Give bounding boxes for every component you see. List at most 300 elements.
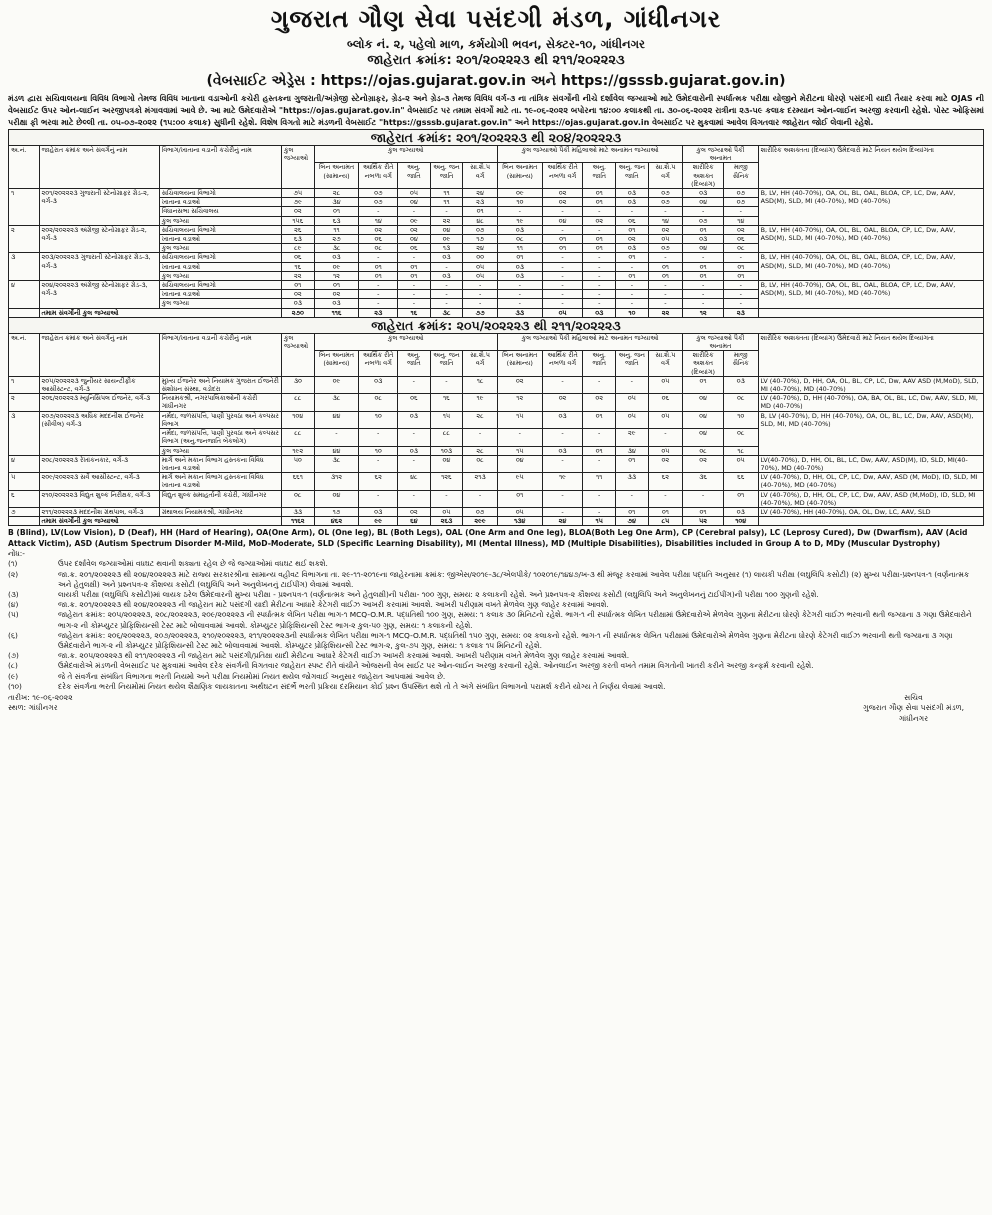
table-row (9, 490, 984, 507)
row-value: ૦૨ (583, 216, 616, 225)
row-value: - (497, 207, 542, 216)
row-value: ૨૨ (430, 216, 463, 225)
row-value: ૦૨ (398, 507, 431, 516)
note-number: (૨) (8, 569, 19, 579)
column-header-sc: અનુ. જાતિ (398, 163, 431, 189)
row-department: ખાતાના વડાઓ (159, 198, 281, 207)
row-value: - (724, 299, 759, 308)
total-value: ૨૭૦ (281, 308, 314, 317)
row-value: - (430, 490, 463, 507)
row-value: ૦૧ (497, 253, 542, 262)
column-header-disability-types: શારીરિક અશક્તતા (દિવ્યાંગ) ઉમેદવારો માટે નિયત થયેલ દિવ્યાંગતા (758, 333, 983, 376)
row-value: ૦૮ (497, 235, 542, 244)
row-value: - (463, 429, 498, 446)
row-value: ૦૫ (463, 271, 498, 280)
note-item (8, 661, 984, 671)
row-value: - (398, 281, 431, 290)
note-text: જા.ક્ર. ૨૦૧/૨૦૨૨૨૩ થી ૨૦૪/૨૦૨૨૨૩ માટે રાજ્ય સરકારશ્રીના સામાન્ય વહીવટ વિભાગના તા. ૨૯-૧૧-૨૦૧૯ના જાહેરનામા ક્રમાંક: જીએસ/૨૦૧૯-૩૮/એલપીકે/ ૧૦૨૦૧૯/૧૪૪૭/ખ-૩ થી મંજૂર કરવામાં આવેલ પરીક્ષા પદ્ધતિ અનુસાર (૧) લાયકી પરીક્ષા (લઘુલિપિ કસોટી) (૨) મુખ્ય પરીક્ષા-પ્રશ્નપત્ર-૧ (વર્ણનાત્મક અને હેતુલક્ષી) અને પ્રશ્નપત્ર-૨ કૌશલ્ય કસોટી (લઘુલિપિ અને અનુલેખનનું ટાઈપીંગ) લેવામાં આવશે. (58, 569, 970, 589)
row-value: ૧૩ (430, 244, 463, 253)
table-row (9, 281, 984, 290)
row-value: ૧૧ (497, 244, 542, 253)
row-value: ૦૫ (463, 262, 498, 271)
row-value: ૦૩ (497, 262, 542, 271)
row-department: માર્ગ અને મકાન વિભાગ હસ્તકના વિવિધ ખાતાના વડાઓ (159, 455, 281, 472)
row-value: ૦૪ (430, 225, 463, 234)
row-cadre: ૨૦૫/૨૦૨૨૨૩ જુનીયર સાયન્ટીફીક આસીસ્ટન્ટ, વર્ગ-૩ (39, 376, 159, 393)
row-value: ૧૫ (430, 411, 463, 428)
row-value: - (648, 429, 683, 446)
note-number: (૩) (8, 589, 19, 599)
row-value: ૦૩ (359, 507, 398, 516)
row-value: ૧૬ (281, 262, 314, 271)
column-header-total: કુલ જગ્યાઓ (281, 333, 314, 376)
row-value: ૩૩ (615, 473, 648, 490)
row-cadre: ૨૦૪/૨૦૨૨૨૩ અંગ્રેજી સ્ટેનોગ્રાફર ગ્રેડ-૩, વર્ગ-૩ (39, 281, 159, 309)
row-value: - (542, 281, 583, 290)
advertisement-range: જાહેરાત ક્રમાંક: ૨૦૧/૨૦૨૨૨૩ થી ૨૧૧/૨૦૨૨૨૩ (367, 53, 625, 68)
note-number: (૮) (8, 661, 18, 671)
signatory-city: ગાંધીનગર (898, 713, 929, 723)
row-value: ૦૫ (723, 455, 758, 472)
table-title: જાહેરાત ક્રમાંક: ૨૦૧/૨૦૨૨૨૩ થી ૨૦૪/૨૦૨૨૨૩ (9, 130, 984, 146)
column-header-ews: આર્થિક રીતે નબળા વર્ગ (359, 163, 398, 189)
total-value: ૯૯ (359, 517, 398, 526)
column-header-st: અનુ. જન જાતિ (430, 351, 463, 377)
row-value: ૦૧ (683, 507, 724, 516)
row-value: ૦૩ (430, 271, 463, 280)
row-value: ૧૦૪ (281, 411, 314, 428)
row-department: સચિવાલયના વિભાગો (159, 281, 281, 290)
row-disability: B, LV, HH (40-70%), OA, OL, BL, OAL, BLOA, CP, LC, Dw, AAV, ASD(M), SLD, MI (40-70%), MD (40-70%) (758, 225, 983, 253)
row-value: - (683, 490, 724, 507)
row-disability: LV (40-70%), D, HH, OL, CP, LC, Dw, AAV, ASD (M, MoD), ID, SLD, MI (40-70%), MD (40-70%) (758, 473, 983, 490)
row-value: ૦૧ (648, 271, 683, 280)
total-value: ૭૪ (615, 517, 648, 526)
row-value: ૦૫ (615, 394, 648, 411)
row-value: - (463, 281, 498, 290)
row-value: ૦૪ (314, 490, 359, 507)
row-value: - (542, 507, 583, 516)
row-value: ૦૭ (683, 216, 724, 225)
row-cadre: ૨૦૨/૨૦૨૨૨૩ અંગ્રેજી સ્ટેનોગ્રાફર ગ્રેડ-૨, વર્ગ-૩ (39, 225, 159, 253)
row-value: ૦૮ (359, 394, 398, 411)
column-header-sebc: સા.શૈ.પ વર્ગ (648, 163, 683, 189)
row-value: - (359, 490, 398, 507)
row-value: ૦૩ (723, 376, 758, 393)
row-value: - (497, 290, 542, 299)
row-value: ૦૧ (398, 262, 431, 271)
table-row (9, 411, 984, 428)
note-number: (૧૦) (8, 681, 22, 691)
note-item (8, 651, 984, 661)
column-header-total-posts: કુલ જગ્યાઓ (314, 333, 497, 350)
row-value: ૦૩ (683, 235, 724, 244)
table-row (9, 394, 984, 411)
row-department: નર્મદા, જળસંપત્તિ, પાણી પુરવઠા અને કલ્પસર વિભાગ (અનુ.જનજાતિ બેકલોગ) (159, 429, 281, 446)
row-value: - (724, 281, 759, 290)
row-department: માર્ગ અને મકાન વિભાગ હસ્તકના વિવિધ ખાતાના વડાઓ (159, 473, 281, 490)
note-number: (૫) (8, 610, 19, 620)
footer (8, 693, 984, 725)
board-title: ગુજરાત ગૌણ સેવા પસંદગી મંડળ, ગાંધીનગર (270, 5, 722, 33)
row-value: - (359, 290, 398, 299)
notes-section (8, 549, 984, 692)
row-value: ૦૦ (463, 253, 498, 262)
row-value: ૦૬ (398, 244, 431, 253)
column-header-exs: માજી સૈનિક (723, 351, 758, 377)
total-value: ૧૦૪ (723, 517, 758, 526)
row-value: ૦૮ (683, 446, 724, 455)
row-value: ૮૮ (281, 429, 314, 446)
row-value: ૦૩ (497, 271, 542, 280)
table-row (9, 225, 984, 234)
row-value: - (583, 281, 616, 290)
note-number: (૬) (8, 630, 18, 640)
note-item (8, 590, 984, 600)
row-value: ૮૮ (430, 429, 463, 446)
row-value: ૦૮ (723, 394, 758, 411)
row-value: ૦૨ (542, 189, 583, 198)
row-value: ૦૭ (359, 198, 398, 207)
row-value: ૪૪ (314, 411, 359, 428)
row-value: ૦૮ (463, 455, 498, 472)
row-value: ૧૧ (314, 225, 359, 234)
total-value: ૧૨ (683, 308, 724, 317)
row-department: ખાતાના વડાઓ (159, 262, 281, 271)
total-value: ૩૩ (497, 308, 542, 317)
row-value: ૦૩ (314, 253, 359, 262)
row-value: - (616, 299, 649, 308)
total-value: ૮૫ (648, 517, 683, 526)
row-value: ૭૫ (281, 189, 314, 198)
row-value: - (463, 290, 498, 299)
note-text: દરેક સંવર્ગના ભરતી નિયમોમાં નિયત થયેલ શૈક્ષણિક લાયકાતના અર્થઘટન સંદર્ભે ભરતી પ્રક્રિયા દરમિયાન કોઈ પ્રશ્ન ઉપસ્થિત થશે તો તે અંગે સંબંધિત વિભાગનો પરામર્શ કરીને યોગ્ય તે નિર્ણય લેવામાં આવશે. (58, 681, 666, 691)
row-value: ૦૪ (398, 198, 431, 207)
row-value: ૦૩ (430, 253, 463, 262)
row-value: ૧૮ (723, 446, 758, 455)
total-value: ૧૫ (583, 517, 616, 526)
row-value: ૩૪ (314, 198, 359, 207)
row-value: ૦૩ (314, 299, 359, 308)
total-value: ૧૬ (398, 308, 431, 317)
row-value: ૩૬ (683, 473, 724, 490)
total-value: ૧૧૬ (314, 308, 359, 317)
row-value: ૦૧ (615, 455, 648, 472)
row-value: - (398, 290, 431, 299)
row-value: ૨૮ (463, 411, 498, 428)
note-number: (૧) (8, 559, 18, 569)
row-value: ૭૯ (281, 198, 314, 207)
row-department: સચિવાલયના વિભાગો (159, 189, 281, 198)
row-value: ૧૨ (314, 271, 359, 280)
row-disability: LV (40-70%), D, HH, OL, CP, LC, Dw, AAV, ASD (M,MoD), ID, SLD, MI (40-70%), MD (40-70%) (758, 490, 983, 507)
row-value: - (398, 490, 431, 507)
table-row (9, 507, 984, 516)
row-value: - (430, 290, 463, 299)
row-value: ૩૪ (615, 446, 648, 455)
row-value: - (616, 207, 649, 216)
row-value: ૦૧ (542, 244, 583, 253)
note-text: જાહેરાત ક્રમાંક: ૨૦૬/૨૦૨૨૨૩, ૨૦૭/૨૦૨૨૨૩, ૨૧૦/૨૦૨૨૨૩, ૨૧૧/૨૦૨૨૨૩ની સ્પર્ધાત્મક લેખિત પરીક્ષા ભાગ-૧ MCQ-O.M.R. પદ્ધતિથી ૧૫૦ ગુણ, સમય: ૦૨ કલાકનો રહેશે. ભાગ-૧ ની સ્પર્ધાત્મક લેખિત પરીક્ષામાં ઉમેદવારોએ મેળવેલ ગુણના મેરીટના ધોરણે કેટેગરી વાઈઝ ભરવાની થતી જગ્યાના ૩ ગણા ઉમેદવારોને ભાગ-૨ ની કોમ્પ્યુટર પ્રોફિશિયન્સી ટેસ્ટ માટે બોલાવવામાં આવશે. કોમ્પ્યુટર પ્રોફિશિયન્સી ટેસ્ટ ભાગ-૨, કુલ-૭૫ ગુણ, સમય: ૧ કલાક ૧૫ મિનિટની રહેશે. (58, 630, 953, 650)
column-header-sebc: સા.શૈ.પ વર્ગ (463, 163, 498, 189)
row-value: - (683, 253, 724, 262)
row-value: ૦૧ (314, 281, 359, 290)
row-value: ૦૩ (497, 225, 542, 234)
note-text: જા.ક્ર. ૨૦૫/૨૦૨૨૨૩ થી ૨૧૧/૨૦૨૨૨૩ ની જાહેરાત માટે પસંદગી/પ્રતિક્ષા યાદી મેરીટના આધારે કેટેગરી વાઈઝ આખરી કરવામાં આવશે. આખરી પરીણામ વખતે મેળવેલ ગુણ જાહેર કરવામાં આવશે. (58, 651, 630, 661)
row-cadre: ૨૦૧/૨૦૨૨૨૩ ગુજરાતી સ્ટેનોગ્રાફર ગ્રેડ-૨, વર્ગ-૩ (39, 189, 159, 226)
row-value: - (430, 262, 463, 271)
disability-legend: B (Blind), LV(Low Vision), D (Deaf), HH (Hard of Hearing), OA(One Arm), OL (One leg), BL (Both Legs), OAL (One Arm and One leg), BLOA(Both Leg One Arm), CP (Cerebral palsy), LC (Leprosy Cured), Dw (Dwarfism), AAV (Acid Attack Victim), ASD (Autism Spectrum Disorder M-Mild, MoD-Moderate, SLD (Specific Learning Disability), MI (Mental Illness), MD (Multiple Disabilities), Disabilities included in Group A to D, MDy (Muscular Dystrophy) (8, 528, 968, 548)
intro-paragraph: મંડળ દ્વારા સચિવાલયના વિવિધ વિભાગો તેમજ વિવિધ ખાતાના વડાઓની કચેરી હસ્તકના ગુજરાતી/અંગ્રેજી સ્ટેનોગ્રાફર, ગ્રેડ-૨ અને ગ્રેડ-૩ તેમજ વિવિધ વર્ગ-૩ ના તાંત્રિક સંવર્ગોની નીચે દર્શાવેલ જગ્યાઓ માટે ઉમેદવારોની સ્પર્ધાત્મક પરીક્ષા યોજીને મેરીટના ધોરણે પસંદગી યાદી તૈયાર કરવા માટે OJAS ની વેબસાઈટ ઉપર ઓન-લાઈન અરજીપત્રકો મંગાવવામાં આવે છે. આ માટે ઉમેદવારોએ "https://ojas.gujarat.gov.in" વેબસાઈટ પર તમામ સંવર્ગો માટે તા. ૧૯-૦૬-૨૦૨૨ બપોરના ૧૪:૦૦ કલાકથી તા. ૩૦-૦૬-૨૦૨૨ રાત્રીના ૨૩-૫૯ કલાક દરમ્યાન ઓન-લાઈન અરજી કરવાની રહેશે. પોસ્ટ ઓફિસમાં પરીક્ષા ફી ભરવા માટે છેલ્લી તા. ૦૫-૦૭-૨૦૨૨ (૧૫:૦૦ કલાક) સુધીની રહેશે. વિશેષ વિગતો માટે મંડળની વેબસાઈટ "https://gsssb.gujarat.gov.in" અને https://ojas.gujarat.gov.in વેબસાઈટ પર મુકવામાં આવેલ વિગતવાર જાહેરાત જોઈ લેવાની રહેશે. (8, 94, 984, 127)
row-value: ૦૧ (616, 225, 649, 234)
row-value: ૪૪ (314, 446, 359, 455)
total-value: ૨૨ (648, 308, 683, 317)
row-value: ૧૫ (497, 446, 542, 455)
row-value: ૦૫ (648, 235, 683, 244)
row-value: ૩૮ (314, 244, 359, 253)
row-value: - (398, 207, 431, 216)
row-value: ૦૬ (648, 394, 683, 411)
signatory-office: ગુજરાત ગૌણ સેવા પસંદગી મંડળ, (863, 703, 964, 713)
row-value: ૦૮ (281, 490, 314, 507)
notice-date: તારીખ: ૧૯-૦૬-૨૦૨૨ (8, 692, 73, 702)
row-value: ૦૧ (615, 507, 648, 516)
row-value: ૦૭ (463, 507, 498, 516)
row-serial: ૭ (9, 507, 40, 516)
row-serial: ૧ (9, 189, 40, 226)
row-value: ૦૧ (583, 198, 616, 207)
row-value: - (542, 262, 583, 271)
note-text: ઉમેદવારોએ મંડળની વેબસાઈટ પર મુકવામાં આવેલ દરેક સંવર્ગની વિગતવાર જાહેરાત સ્પષ્ટ રીતે વાંચીને ઓજસની વેબ સાઈટ પર ઓન-લાઈન અરજી કરવાની રહેશે. ઓનલાઈન અરજી કરતી વખતે તમામ વિગતોની ખાતરી કરીને અરજી કન્ફર્મ કરવાની રહેશે. (58, 661, 814, 671)
row-department: સચિવાલયના વિભાગો (159, 225, 281, 234)
row-value: ૬૬ (723, 473, 758, 490)
row-value: ૬૨ (648, 473, 683, 490)
row-value: ૨૪ (463, 244, 498, 253)
column-header-disability-types: શારીરિક અશક્તતા (દિવ્યાંગ) ઉમેદવારો માટે નિયત થયેલ દિવ્યાંગતા (758, 146, 983, 189)
row-value: - (683, 290, 724, 299)
row-value: ૦૪ (683, 244, 724, 253)
row-value: ૦૫ (648, 411, 683, 428)
note-item (8, 610, 984, 630)
row-value: ૮૯ (281, 244, 314, 253)
note-text: જાહેરાત ક્રમાંક: ૨૦૫/૨૦૨૨૨૩, ૨૦૮/૨૦૨૨૨૩, ૨૦૯/૨૦૨૨૨૩ ની સ્પર્ધાત્મક લેખિત પરીક્ષા ભાગ-૧ MCQ-O.M.R. પદ્ધતિથી ૧૦૦ ગુણ, સમય: ૧ કલાક ૩૦ મિનિટનો રહેશે. ભાગ-૧ ની સ્પર્ધાત્મક લેખિત પરીક્ષામાં ઉમેદવારોએ મેળવેલ ગુણના મેરીટના ધોરણે કેટેગરી વાઈઝ ભરવાની થતી જગ્યાના ૩ ગણા ઉમેદવારોને ભાગ-૨ ની કોમ્પ્યુટર પ્રોફિશિયન્સી ટેસ્ટ માટે બોલાવવામાં આવશે. કોમ્પ્યુટર પ્રોફિશિયન્સી ટેસ્ટ ભાગ-૨ કુલ-૫૦ ગુણ, સમય: ૧ કલાકની રહેશે. (58, 610, 972, 630)
row-value: ૦૧ (583, 235, 616, 244)
row-value: ૦૨ (648, 455, 683, 472)
row-value: ૦૭ (648, 244, 683, 253)
table-row (9, 189, 984, 198)
row-value: ૧૭ (463, 235, 498, 244)
row-cadre: ૨૦૬/૨૦૨૨૨૩ મ્યુનિસિપલ ઈજનેર, વર્ગ-૩ (39, 394, 159, 411)
row-value: ૦૫ (430, 507, 463, 516)
row-value: ૧૯૨ (281, 446, 314, 455)
row-value: ૦૪ (542, 216, 583, 225)
column-header-women-posts: કુલ જગ્યાઓ પૈકી મહિલાઓ માટે અનામત જગ્યાઓ (497, 146, 682, 163)
column-header-gen: બિન અનામત (સામાન્ય) (497, 351, 542, 377)
row-value: ૦૧ (616, 253, 649, 262)
row-value: - (542, 490, 583, 507)
row-value: ૮૮ (281, 394, 314, 411)
row-value: ૦૫ (497, 507, 542, 516)
row-value: ૧૯ (542, 473, 583, 490)
total-value: ૬૪ (398, 517, 431, 526)
row-department: કુલ જગ્યા (159, 299, 281, 308)
row-value: ૧૯ (497, 216, 542, 225)
row-value: - (616, 290, 649, 299)
row-disability: B, LV (40-70%), D, HH (40-70%), OA, OL, BL, LC, Dw, AAV, ASD(M), SLD, MI, MD (40-70%) (758, 411, 983, 455)
row-disability: LV (40-70%), D, HH, OA, OL, BL, CP, LC, Dw, AAV ASD (M,MoD), SLD, MI (40-70%), MD (40-70%) (758, 376, 983, 393)
row-value: ૧૦ (359, 446, 398, 455)
row-department: વિધાનસભા સચિવાલય (159, 207, 281, 216)
column-header-gen: બિન અનામત (સામાન્ય) (314, 163, 359, 189)
row-value: ૦૧ (398, 271, 431, 280)
row-value: ૧૪ (724, 216, 759, 225)
row-value: ૦૪ (683, 198, 724, 207)
row-value: ૧૧ (583, 473, 616, 490)
row-serial: ૩ (9, 253, 40, 281)
row-value: ૦૧ (648, 507, 683, 516)
row-value: ૧૪ (359, 216, 398, 225)
total-value: ૦૩ (583, 308, 616, 317)
row-value: ૦૫ (398, 189, 431, 198)
row-value: ૦૪ (430, 455, 463, 472)
row-value: ૦૩ (398, 411, 431, 428)
column-header-exs: માજી સૈનિક (724, 163, 759, 189)
column-header-women-posts: કુલ જગ્યાઓ પૈકી મહિલાઓ માટે અનામત જગ્યાઓ (497, 333, 682, 350)
column-header-st: અનુ. જન જાતિ (615, 351, 648, 377)
column-header-sebc: સા.શૈ.પ વર્ગ (463, 351, 498, 377)
row-value: - (359, 455, 398, 472)
total-value: ૨૯૯ (463, 517, 498, 526)
row-department: કુલ જગ્યા (159, 244, 281, 253)
row-value: ૦૧ (583, 411, 616, 428)
row-value: - (683, 207, 724, 216)
column-header-sebc: સા.શૈ.પ વર્ગ (648, 351, 683, 377)
row-value: ૨૧૩ (463, 473, 498, 490)
row-value: - (583, 262, 616, 271)
row-value: - (724, 290, 759, 299)
column-header-st: અનુ. જન જાતિ (430, 163, 463, 189)
row-value: ૧૦૩ (430, 446, 463, 455)
column-header-reserved-group: કુલ જગ્યાઓ પૈકી અનામત (683, 146, 758, 163)
total-value: ૨૬૩ (430, 517, 463, 526)
row-serial: ૩ (9, 411, 40, 455)
row-value: - (615, 376, 648, 393)
row-cadre: ૨૧૦/૨૦૨૨૨૩ વિદ્યુત શુલ્ક નિરીક્ષક, વર્ગ-૩ (39, 490, 159, 507)
row-value: ૦૧ (281, 281, 314, 290)
row-disability: LV (40-70%), HH (40-70%), OA, OL, Dw, LC, AAV, SLD (758, 507, 983, 516)
row-value: ૦૨ (281, 290, 314, 299)
row-value: ૨૯ (615, 429, 648, 446)
vacancy-table-2 (8, 317, 984, 526)
column-header-dept: વિભાગ/ખાતાના વડાની કચેરીનું નામ (159, 146, 281, 189)
row-department: કુલ જગ્યા (159, 271, 281, 280)
row-value: - (542, 290, 583, 299)
row-serial: ૫ (9, 473, 40, 490)
row-value: ૧૧ (430, 198, 463, 207)
row-value: - (542, 253, 583, 262)
row-value: ૦૪ (398, 235, 431, 244)
note-text: ઉપર દર્શાવેલ જગ્યાઓમાં વધઘટ થવાની શક્યતા રહેલ છે જે જગ્યાઓમાં વધઘટ થઈ શકશે. (58, 559, 328, 569)
column-header-sr: અ.નં. (9, 333, 40, 376)
row-value: ૦૪ (683, 394, 724, 411)
total-value: ૨૪ (542, 517, 583, 526)
total-value: ૨૩ (724, 308, 759, 317)
row-value: ૦૧ (724, 262, 759, 271)
row-value: - (359, 281, 398, 290)
row-value: ૦૧ (683, 271, 724, 280)
advertisement-page (8, 4, 984, 1207)
row-value: ૦૩ (398, 446, 431, 455)
row-value: ૦૧ (359, 271, 398, 280)
column-header-ews: આર્થિક રીતે નબળા વર્ગ (542, 351, 583, 377)
row-value: ૦૭ (463, 225, 498, 234)
column-header-sr: અ.નં. (9, 146, 40, 189)
row-value: ૩૧૨ (314, 473, 359, 490)
column-header-pwd: શારીરિક અશક્ત (દિવ્યાંગ) (683, 351, 724, 377)
row-value: - (616, 281, 649, 290)
note-text: જે તે સંવર્ગના સંબંધિત વિભાગના ભરતી નિયમો અને પરીક્ષા નિયમોમાં નિયત થયેલ જોગવાઈ અનુસાર જાહેરાત આપવામાં આવેલ છે. (58, 671, 446, 681)
row-value: ૯૫ (497, 473, 542, 490)
row-department: સચિવાલયના વિભાગો (159, 253, 281, 262)
row-department: નિયામકશ્રી, નગરપાલિકાઓની કચેરી ગાંધીનગર (159, 394, 281, 411)
total-spacer (9, 517, 40, 526)
total-value: ૦૫ (542, 308, 583, 317)
row-value: ૦૩ (542, 446, 583, 455)
row-value: - (497, 299, 542, 308)
note-item (8, 682, 984, 692)
row-value: - (398, 429, 431, 446)
row-value: ૦૭ (724, 198, 759, 207)
row-value: ૦૨ (314, 290, 359, 299)
row-value: ૦૨ (398, 225, 431, 234)
signature-block (863, 693, 984, 725)
row-department: મુખ્ય ઈજનેર અને નિયામક ગુજરાત ઈજનેરી સંશોધન સંસ્થા, વડોદરા (159, 376, 281, 393)
total-value: ૨૩ (359, 308, 398, 317)
column-header-gen: બિન અનામત (સામાન્ય) (497, 163, 542, 189)
row-value: ૫૦ (281, 455, 314, 472)
row-value: ૦૭ (648, 189, 683, 198)
row-value: ૧૭ (314, 507, 359, 516)
column-header-pwd: શારીરિક અશક્ત (દિવ્યાંગ) (683, 163, 724, 189)
row-cadre: ૨૦૯/૨૦૨૨૨૩ સર્વે આસીસ્ટન્ટ, વર્ગ-૩ (39, 473, 159, 490)
column-header-ews: આર્થિક રીતે નબળા વર્ગ (542, 163, 583, 189)
row-value: ૦૧ (497, 490, 542, 507)
header (8, 4, 984, 91)
row-value: ૨૩ (463, 198, 498, 207)
row-value: - (583, 507, 616, 516)
row-value: ૦૨ (583, 394, 616, 411)
vacancy-table-1 (8, 129, 984, 318)
row-value: - (583, 376, 616, 393)
row-value: ૧૦ (723, 411, 758, 428)
row-value: - (648, 253, 683, 262)
row-value: ૦૨ (724, 225, 759, 234)
row-value: ૦૯ (314, 262, 359, 271)
note-item (8, 559, 984, 569)
row-department: વિદ્યુત શુલ્ક સમાહર્તાની કચેરી, ગાંધીનગર (159, 490, 281, 507)
row-value: ૦૪ (497, 455, 542, 472)
row-value: ૬૩ (314, 216, 359, 225)
row-value: ૦૯ (430, 235, 463, 244)
row-value: ૦૩ (683, 189, 724, 198)
row-value: ૦૧ (463, 207, 498, 216)
note-text: લાયકી પરીક્ષા (લઘુલિપિ કસોટી)માં લાયક ઠરેલ ઉમેદવારની મુખ્ય પરીક્ષા - પ્રશ્નપત્ર-૧ (વર્ણનાત્મક અને હેતુલક્ષી)ની પરીક્ષા- ૧૦૦ ગુણ, સમય: ૨ કલાકની રહેશે. અને પ્રશ્નપત્ર-૨ કૌશલ્ય કસોટી (લઘુલિપિ અને અનુલેખનનું ટાઈપીંગ)ની પરીક્ષા ૧૦૦ ગુણની રહેશે. (58, 589, 819, 599)
total-value: ૭૭ (463, 308, 498, 317)
column-header-gen: બિન અનામત (સામાન્ય) (314, 351, 359, 377)
note-item (8, 600, 984, 610)
row-value: - (648, 207, 683, 216)
table-title: જાહેરાત ક્રમાંક: ૨૦૫/૨૦૨૨૨૩ થી ૨૧૧/૨૦૨૨૨૩ (9, 317, 984, 333)
